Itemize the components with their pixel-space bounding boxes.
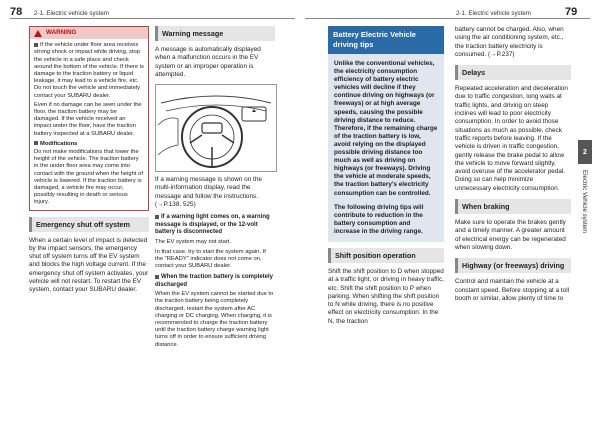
shift-position-heading: Shift position operation <box>328 248 444 263</box>
warning-message-text1: A message is automatically displayed when a malfunction occurs in the EV system or an improper operation is attempted. <box>155 46 261 78</box>
instrument-panel-illustration <box>155 84 277 172</box>
warning-message-heading: Warning message <box>155 26 275 41</box>
driving-tips-para1: Unlike the conventional vehicles, the electricity consumption efficiency of battery electric vehicles will decline if they continue driving on highways (or freeways) or at high average speeds, causing the possible driving distance to reduce. Therefore, if the remaining charge of the traction battery is low, avoid relying on the displayed possible driving distance too much as well as driving on highways (or freeways). Driving the vehicle at moderate speeds, the traction battery's electricity consumption can be controlled. <box>334 60 438 197</box>
driving-tips-heading: Battery Electric Vehicle driving tips <box>328 26 444 54</box>
right-running-head-text: 2-1. Electric vehicle system <box>456 10 531 17</box>
warning-title: WARNING <box>46 29 77 36</box>
column-4 <box>455 26 571 308</box>
braking-heading: When braking <box>455 199 571 214</box>
driving-tips-box <box>328 54 444 242</box>
sub2-heading: When the traction battery is completely discharged <box>155 274 274 288</box>
sub2-text: When the EV system cannot be started due to the traction battery being completely discharged, restart the system after AC charging or DC charging. When charging, it is recommended to charge the traction battery until the traction battery charge warning light turns off in order to ensure sufficient driving distance. <box>155 291 274 348</box>
warning-bullet-text: If the vehicle under floor area receives strong shock or impact while driving, stop the vehicle in a safe place and check around the bottom of the vehicle. If there is damage to the traction battery or liquid leakage, it may lead to a vehicle fire, etc. Do not touch the vehicle and immediately contact your SUBARU dealer. <box>34 42 144 99</box>
warning-message-text2: If a warning message is shown on the multi-information display, read the message and follow the instructions. (→P.138, 525) <box>155 176 262 209</box>
column-3 <box>328 26 444 331</box>
right-page-number: 79 <box>565 6 578 18</box>
left-running-head: 2-1. Electric vehicle system <box>34 10 109 17</box>
emergency-shutoff-heading: Emergency shut off system <box>29 217 149 232</box>
sub1-text2: In that case, try to start the system again. If the "READY" indicator does not come on, contact your SUBARU dealer. <box>155 248 266 270</box>
highway-text: Control and maintain the vehicle at a constant speed. Before stopping at a toll booth or similar, allow plenty of time to <box>455 278 570 302</box>
chapter-tab-label: Electric Vehicle system <box>581 170 588 234</box>
left-header-rule <box>10 18 295 19</box>
shift-position-text: Shift the shift position to D when stopped at a traffic light, or driving in heavy traffic, etc. Shift the shift position to P when parking. When shifting the shift position to N while driving, there is no positive effect on electricity consumption. In the N, the traction <box>328 267 444 325</box>
modifications-text: Do not make modifications that lower the height of the vehicle. The traction battery in the under floor area may come into contact with the ground when the height of vehicle is lowered. If the traction battery is damaged, a vehicle fire may occur, possibly resulting in death or serious injury. <box>34 148 143 206</box>
square-bullet-icon <box>155 215 159 219</box>
continued-text: battery cannot be charged. Also, when using the air conditioning system, etc., the traction battery electricity is consumed. (→P.237) <box>455 26 564 58</box>
delays-heading: Delays <box>455 65 571 80</box>
delays-text: Repeated acceleration and deceleration due to traffic congestion, long waits at traffic lights, and driving on steep inclines will lead to poor electricity consumption. In order to avoid those situations as much as possible, check traffic reports before leaving. If the vehicle is driven in traffic congestion, gently release the brake pedal to allow the vehicle to move forward slightly, avoid overuse of the accelerator pedal. Doing so can help minimize unnecessary electricity consumption. <box>455 85 568 192</box>
modifications-head: Modifications <box>40 140 78 147</box>
left-page-number: 78 <box>10 6 23 18</box>
column-2 <box>155 26 275 354</box>
steering-wheel-illustration <box>156 85 276 171</box>
warning-header <box>30 27 148 39</box>
column-1 <box>29 26 149 300</box>
warning-body <box>30 39 148 209</box>
sub1-heading: If a warning light comes on, a warning message is displayed, or the 12-volt battery is disconnected <box>155 214 270 236</box>
square-bullet-icon <box>34 43 38 47</box>
emergency-shutoff-text: When a certain level of impact is detected by the impact sensors, the emergency shut off system turns off the EV system and blocks the high voltage current. If the emergency shut off system activates, your vehicle will not restart. To restart the EV system, contact your SUBARU dealer. <box>29 236 149 294</box>
warning-triangle-icon <box>34 30 42 37</box>
highway-heading: Highway (or freeways) driving <box>455 258 571 273</box>
warning-extra-text: Even if no damage can be seen under the floor, the traction battery may be damaged. If the vehicle received an impact under the floor, have the traction battery inspected at a SUBARU dealer. <box>34 101 142 137</box>
square-bullet-icon <box>155 275 159 279</box>
driving-tips-para2: The following driving tips will contribute to reduction in the battery consumption and increase in the driving range. <box>334 203 424 235</box>
braking-text: Make sure to operate the brakes gently and a timely manner. A greater amount of electrical energy can be regenerated when slowing down. <box>455 219 566 251</box>
sub1-text1: The EV system may not start. <box>155 238 232 245</box>
right-header-rule <box>305 18 590 19</box>
warning-box <box>29 26 149 211</box>
square-bullet-icon <box>34 141 38 145</box>
chapter-tab: 2 <box>578 140 592 164</box>
